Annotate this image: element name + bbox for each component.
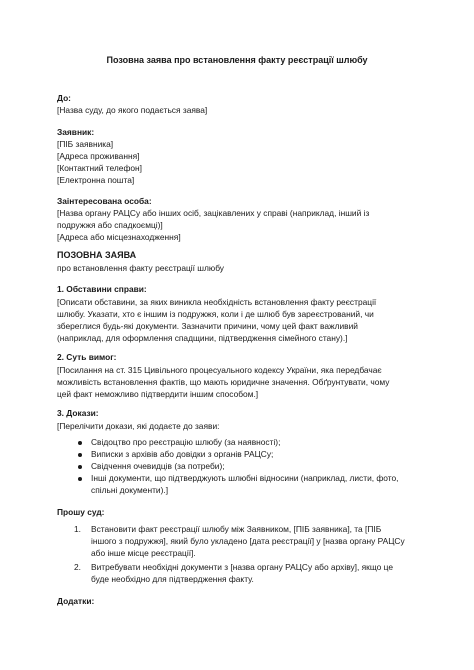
evidence-item-cont: спільні документи).] bbox=[91, 485, 169, 495]
section1-heading: 1. Обставини справи: bbox=[57, 284, 147, 294]
evidence-item: Інші документи, що підтверджують шлюбні відносини (наприклад, листи, фото, bbox=[91, 473, 399, 483]
interested-line: подружжя або спадкоємці)] bbox=[57, 220, 163, 230]
attachments-heading: Додатки: bbox=[57, 596, 95, 606]
section1-line: (наприклад, для оформлення спадщини, підтвердження сімейного стану).] bbox=[57, 333, 348, 343]
to-label: До: bbox=[57, 93, 71, 103]
request-line: Встановити факт реєстрації шлюбу між Заявником, [ПІБ заявника], та [ПІБ bbox=[91, 524, 382, 534]
interested-address: [Адреса або місцезнаходження] bbox=[57, 232, 181, 242]
to-value: [Назва суду, до якого подається заява] bbox=[57, 105, 208, 115]
section3-heading: 3. Докази: bbox=[57, 408, 99, 418]
interested-line: [Назва органу РАЦСу або інших осіб, зацікавлених у справі (наприклад, інший із bbox=[57, 208, 370, 218]
applicant-address: [Адреса проживання] bbox=[57, 151, 140, 161]
request-line: іншого з подружжя], який було укладено [дата реєстрації] у [назва органу РАЦСу bbox=[91, 536, 405, 546]
request-heading: Прошу суд: bbox=[57, 507, 105, 517]
request-line: буде необхідно для підтвердження факту. bbox=[91, 574, 254, 584]
evidence-item: Виписки з архівів або довідки з органів РАЦСу; bbox=[91, 449, 274, 459]
request-num: 1. bbox=[74, 524, 81, 534]
evidence-item: Свідоцтво про реєстрацію шлюбу (за наявності); bbox=[91, 437, 281, 447]
section1-line: шлюбу. Указати, хто є іншим із подружжя, коли і де шлюб був зареєстрований, чи bbox=[57, 309, 374, 319]
request-line: Витребувати необхідні документи з [назва органу РАЦСу або архіву], якщо це bbox=[91, 562, 393, 572]
applicant-name: [ПІБ заявника] bbox=[57, 139, 114, 149]
bullet-icon bbox=[78, 465, 82, 469]
section1-line: збереглися будь-які документи. Зазначити причини, чому цей факт важливий bbox=[57, 321, 358, 331]
request-num: 2. bbox=[74, 562, 81, 572]
bullet-icon bbox=[78, 477, 82, 481]
evidence-item: Свідчення очевидців (за потреби); bbox=[91, 461, 225, 471]
document-title: Позовна заява про встановлення факту реєстрації шлюбу bbox=[106, 55, 368, 65]
bullet-icon bbox=[78, 441, 82, 445]
section2-line: [Посилання на ст. 315 Цивільного процесуального кодексу України, яка передбачає bbox=[57, 365, 382, 375]
interested-label: Заінтересована особа: bbox=[57, 196, 152, 206]
claim-subheading: про встановлення факту реєстрації шлюбу bbox=[57, 263, 224, 273]
bullet-icon bbox=[78, 453, 82, 457]
applicant-email: [Електронна пошта] bbox=[57, 175, 135, 185]
applicant-label: Заявник: bbox=[57, 127, 95, 137]
section3-intro: [Перелічити докази, які додаєте до заяви: bbox=[57, 421, 220, 431]
section1-line: [Описати обставини, за яких виникла необхідність встановлення факту реєстрації bbox=[57, 297, 377, 307]
request-line: або інше місце реєстрації]. bbox=[91, 548, 196, 558]
section2-heading: 2. Суть вимог: bbox=[57, 352, 117, 362]
applicant-phone: [Контактний телефон] bbox=[57, 163, 142, 173]
section2-line: цей факт неможливо підтвердити іншим способом.] bbox=[57, 389, 259, 399]
section2-line: можливість встановлення фактів, що мають юридичне значення. Обґрунтувати, чому bbox=[57, 377, 390, 387]
claim-heading: ПОЗОВНА ЗАЯВА bbox=[57, 250, 137, 260]
